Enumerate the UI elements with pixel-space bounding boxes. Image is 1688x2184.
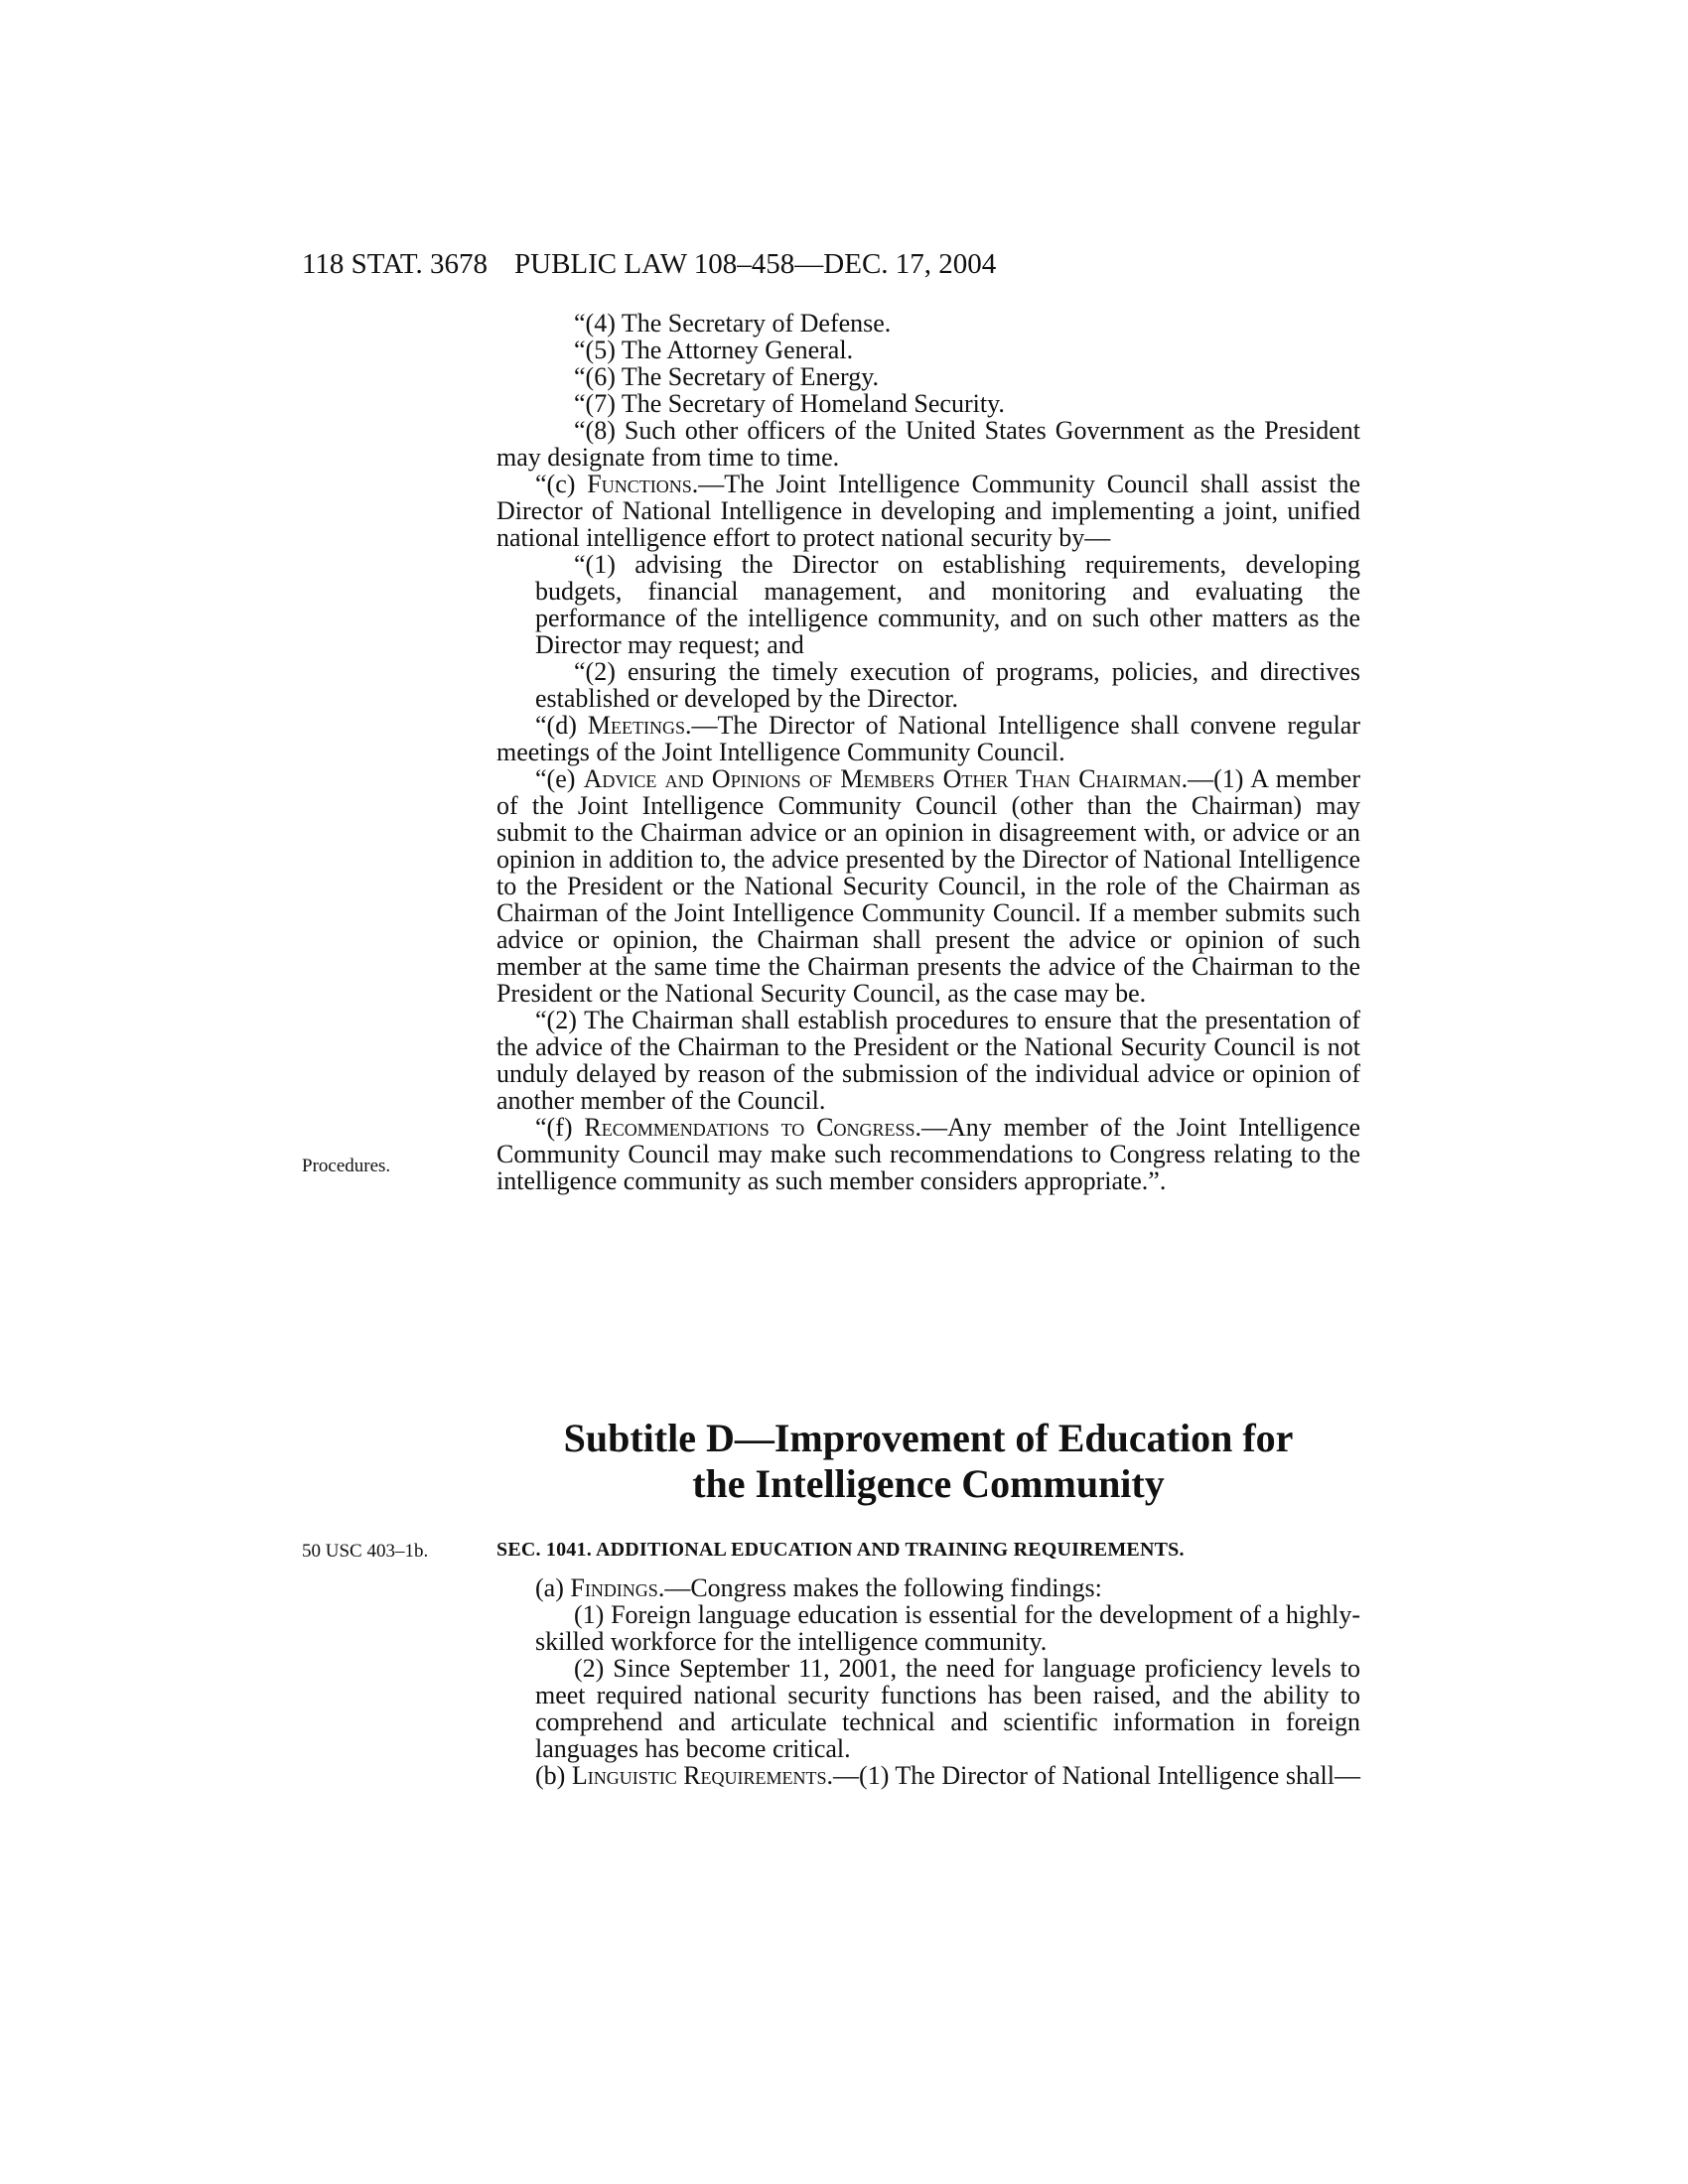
section-text-column: [496, 1574, 1360, 1789]
finding-item: (2) Since September 11, 2001, the need for language proficiency levels to meet required national security functions has been raised, and the ability to comprehend and articulate technical and scientific information in foreign languages has become critical.: [535, 1654, 1360, 1763]
subtitle-line-1: Subtitle D—Improvement of Education for: [563, 1416, 1294, 1460]
member-item: “(4) The Secretary of Defense.: [574, 309, 892, 338]
subtitle-line-2: the Intelligence Community: [692, 1461, 1165, 1506]
advice-heading: Advice and Opinions of Members Other Than Chairman: [583, 764, 1182, 793]
member-item: “(8) Such other officers of the United States Government as the President may designate from time to time.: [496, 416, 1360, 472]
margin-note-procedures: Procedures.: [302, 1156, 391, 1176]
linguistic-paragraph: (b) Linguistic Requirements.—(1) The Director of National Intelligence shall—: [535, 1761, 1360, 1790]
subtitle-heading: [496, 1416, 1360, 1507]
functions-paragraph: “(c) Functions.—The Joint Intelligence Community Council shall assist the Director of National Intelligence in developing and implementing a joint, unified national intelligence effort to protect national security by—: [496, 470, 1360, 552]
member-item: “(6) The Secretary of Energy.: [574, 362, 880, 391]
member-item: “(7) The Secretary of Homeland Security.: [574, 389, 1005, 418]
advice-paragraph: “(e) Advice and Opinions of Members Other Than Chairman.—(1) A member of the Joint Intelligence Community Council (other than the Chairman) may submit to the Chairman advice or an opinion in disagreement with, or advice or an opinion in addition to, the advice presented by the Director of National Intelligence to the President or the National Security Council, in the role of the Chairman as Chairman of the Joint Intelligence Community Council. If a member submits such advice or opinion, the Chairman shall present the advice or opinion of such member at the same time the Chairman presents the advice of the Chairman to the President or the National Security Council, as the case may be.: [496, 764, 1360, 1008]
finding-item: (1) Foreign language education is essential for the development of a highly-skilled workforce for the intelligence community.: [535, 1600, 1360, 1656]
member-item: “(5) The Attorney General.: [574, 336, 854, 364]
findings-paragraph: (a) Findings.—Congress makes the following findings:: [535, 1573, 1102, 1602]
page-header: [302, 248, 1360, 288]
recommendations-paragraph: “(f) Recommendations to Congress.—Any member of the Joint Intelligence Community Council may make such recommendations to Congress relating to the intelligence community as such member considers appropriate.”.: [496, 1113, 1360, 1195]
statute-page-number: 118 STAT. 3678: [302, 248, 488, 280]
meetings-heading: Meetings: [587, 711, 685, 740]
recommendations-heading: Recommendations to Congress: [584, 1113, 915, 1142]
functions-heading: Functions: [587, 470, 692, 498]
margin-note-usc: 50 USC 403–1b.: [302, 1541, 429, 1562]
linguistic-heading: Linguistic Requirements: [571, 1761, 827, 1790]
functions-item: “(1) advising the Director on establishing requirements, developing budgets, financial management, and monitoring and evaluating the performance of the intelligence community, and on such other matters as the Director may request; and: [535, 550, 1360, 659]
section-heading: SEC. 1041. ADDITIONAL EDUCATION AND TRAINING REQUIREMENTS.: [496, 1539, 1185, 1561]
findings-heading: Findings: [570, 1573, 658, 1602]
public-law-title: PUBLIC LAW 108–458—DEC. 17, 2004: [514, 248, 997, 280]
advice-paragraph-2: “(2) The Chairman shall establish procedures to ensure that the presentation of the advice of the Chairman to the President or the National Security Council is not unduly delayed by reason of the submission of the individual advice or opinion of another member of the Council.: [496, 1006, 1360, 1115]
functions-item: “(2) ensuring the timely execution of programs, policies, and directives established or developed by the Director.: [535, 657, 1360, 713]
meetings-paragraph: “(d) Meetings.—The Director of National Intelligence shall convene regular meetings of the Joint Intelligence Community Council.: [496, 711, 1360, 766]
main-text-column: [496, 310, 1360, 1194]
